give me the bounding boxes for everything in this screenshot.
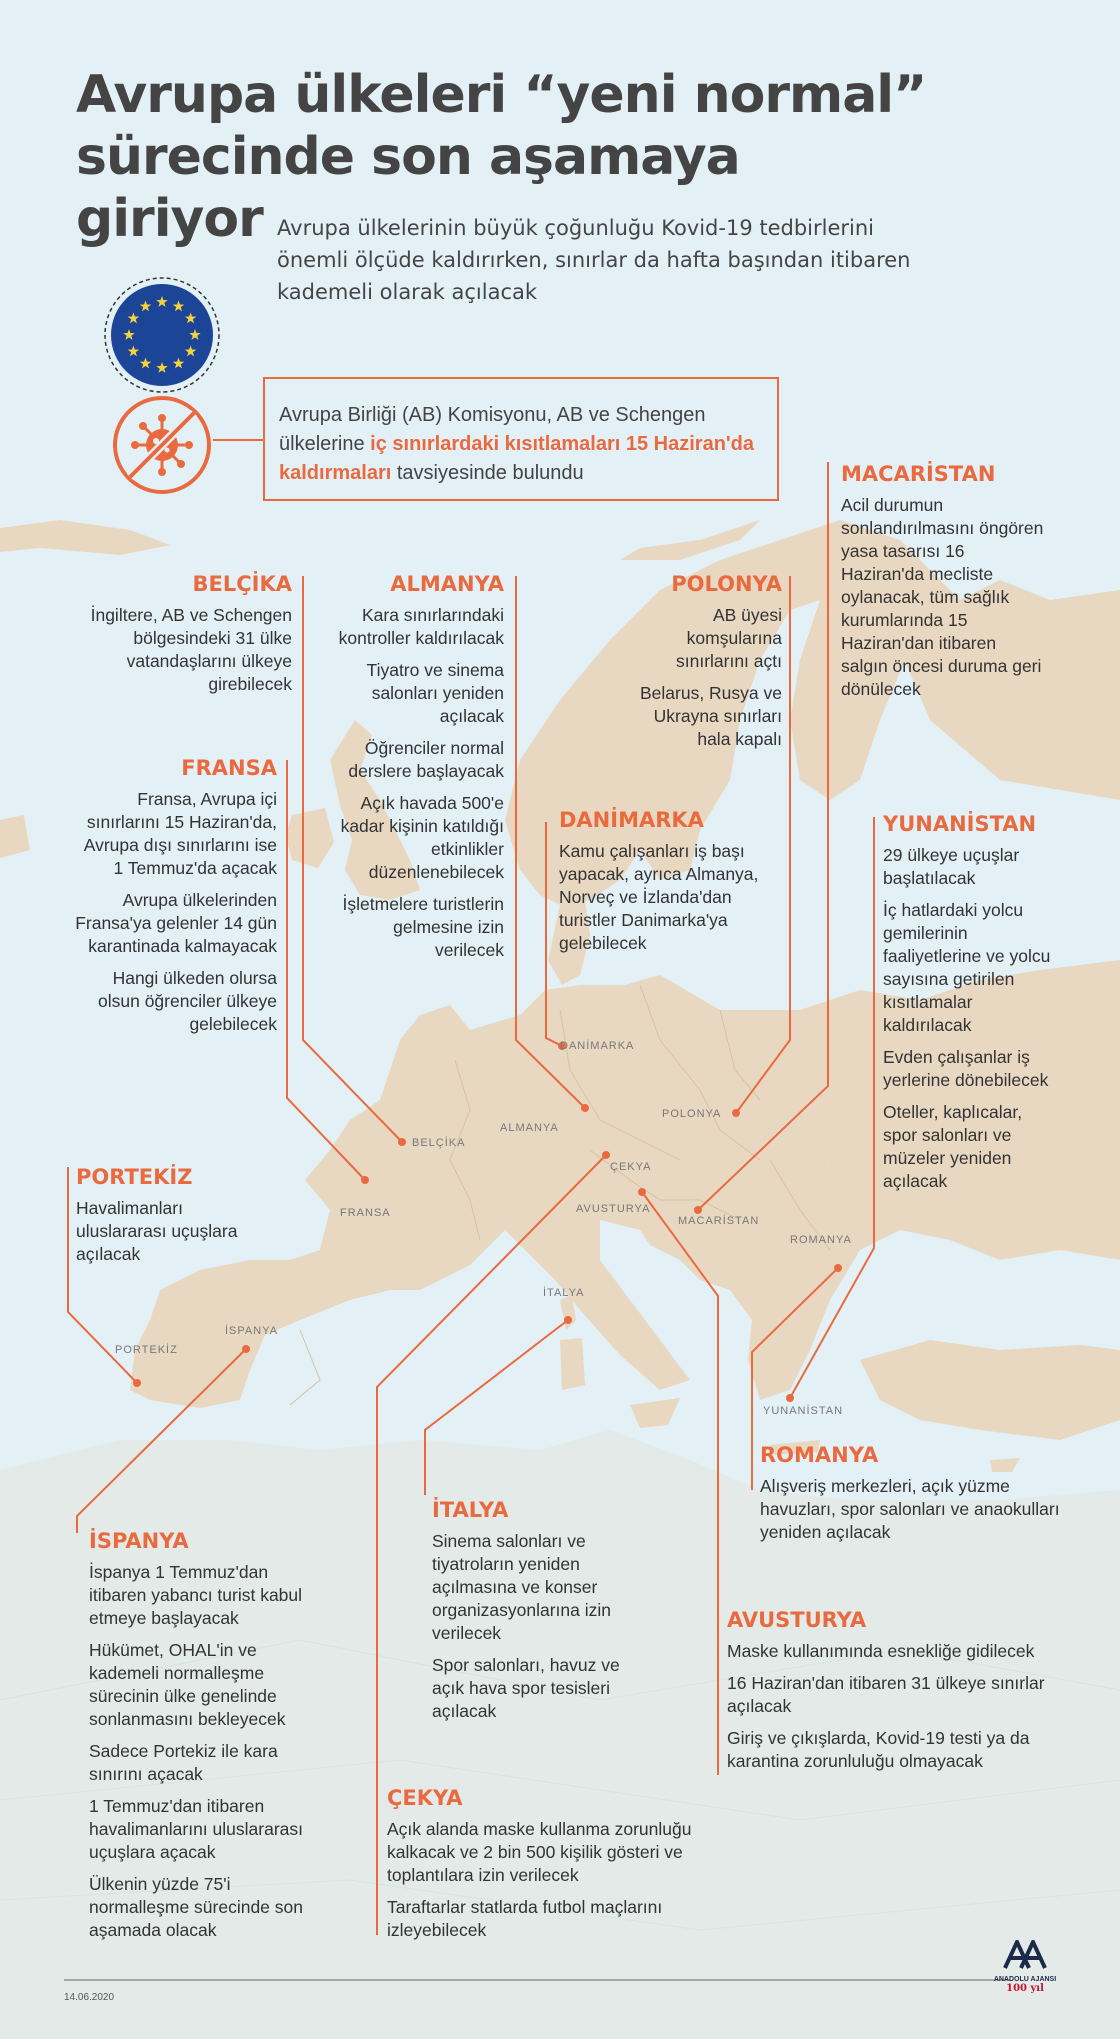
country-name-ispanya: İSPANYA — [89, 1529, 189, 1553]
note: Taraftarlar statlarda futbol maçlarını izleyebilecek — [387, 1897, 663, 1940]
note: Acil durumun sonlandırılmasını öngören yasa tasarısı 16 Haziran'da mecliste oylanacak, tüm sağlık kurumlarında 15 Haziran'dan itibaren salgın öncesi duruma geri dönülecek — [841, 495, 1044, 699]
note: Öğrenciler normal derslere başlayacak — [348, 738, 504, 781]
note: İşletmelere turistlerin gelmesine izin verilecek — [342, 894, 504, 960]
line-ispanya — [77, 1349, 246, 1533]
line-yunanistan — [790, 817, 874, 1398]
map-label-danimarka: DANİMARKA — [560, 1040, 635, 1052]
no-virus-icon — [110, 393, 214, 497]
country-name-danimarka: DANİMARKA — [559, 808, 704, 832]
note: Giriş ve çıkışlarda, Kovid-19 testi ya da karantina zorunluluğu olmayacak — [727, 1728, 1030, 1771]
note: AB üyesi komşularına sınırlarını açtı — [675, 605, 782, 671]
map-label-cekya: ÇEKYA — [610, 1161, 652, 1173]
agency-name: ANADOLU AJANSI — [993, 1976, 1057, 1983]
pin-portekiz — [133, 1379, 141, 1387]
country-block-cekya — [387, 1786, 717, 1951]
title-line-2: sürecinde son aşamaya — [76, 127, 740, 187]
note: Kamu çalışanları iş başı yapacak, ayrıca Almanya, Norveç ve İzlanda'dan turistler Danimarka'ya gelebilecek — [559, 841, 759, 953]
publish-date: 14.06.2020 — [64, 1992, 115, 2003]
map-label-almanya: ALMANYA — [500, 1122, 559, 1134]
country-name-cekya: ÇEKYA — [387, 1786, 463, 1810]
country-block-almanya — [322, 572, 504, 971]
country-block-ispanya — [89, 1529, 329, 1951]
line-avusturya — [642, 1192, 718, 1775]
country-notes-almanya — [322, 604, 504, 962]
note: 29 ülkeye uçuşlar başlatılacak — [883, 845, 1020, 888]
country-name-italya: İTALYA — [432, 1498, 509, 1522]
recommendation-box — [263, 377, 779, 501]
anadolu-ajansi-logo — [990, 1940, 1060, 1994]
pin-italya — [564, 1316, 572, 1324]
note: İspanya 1 Temmuz'dan itibaren yabancı turist kabul etmeye başlayacak — [89, 1562, 303, 1628]
country-block-macaristan — [841, 462, 1046, 710]
note: 16 Haziran'dan itibaren 31 ülkeye sınırlar açılacak — [727, 1673, 1045, 1716]
country-notes-portekiz — [76, 1197, 276, 1266]
note: Maske kullanımında esnekliğe gidilecek — [727, 1641, 1035, 1661]
note: Sadece Portekiz ile kara sınırını açacak — [89, 1741, 278, 1784]
map-label-belcika: BELÇİKA — [412, 1137, 466, 1149]
note: Açık havada 500'e kadar kişinin katıldığı etkinlikler düzenlenebilecek — [340, 793, 504, 882]
country-notes-yunanistan — [883, 844, 1053, 1193]
pin-yunanistan — [786, 1394, 794, 1402]
title-line-3: giriyor — [76, 189, 263, 249]
country-notes-macaristan — [841, 494, 1046, 701]
note: Havalimanları uluslararası uçuşlara açılacak — [76, 1198, 238, 1264]
country-name-polonya: POLONYA — [671, 572, 782, 596]
country-notes-italya — [432, 1530, 642, 1723]
map-label-macaristan: MACARİSTAN — [678, 1215, 760, 1227]
pin-avusturya — [638, 1188, 646, 1196]
map-label-italya: İTALYA — [543, 1287, 585, 1299]
pin-fransa — [361, 1176, 369, 1184]
country-name-almanya: ALMANYA — [390, 572, 504, 596]
recommendation-text-end: tavsiyesinde bulundu — [391, 462, 584, 484]
pin-ispanya — [242, 1345, 250, 1353]
map-label-avusturya: AVUSTURYA — [576, 1203, 651, 1215]
pin-almanya — [581, 1104, 589, 1112]
note: Fransa, Avrupa içi sınırlarını 15 Haziran'da, Avrupa dışı sınırlarını ise 1 Temmuz'da açacak — [83, 789, 277, 878]
map-label-polonya: POLONYA — [662, 1108, 722, 1120]
country-name-yunanistan: YUNANİSTAN — [883, 812, 1037, 836]
pin-cekya — [602, 1151, 610, 1159]
note: Hangi ülkeden olursa olsun öğrenciler ülkeye gelebilecek — [98, 968, 277, 1034]
country-block-danimarka — [559, 808, 764, 964]
country-block-belcika — [60, 572, 292, 705]
map-label-romanya: ROMANYA — [790, 1234, 852, 1246]
pin-polonya — [732, 1109, 740, 1117]
pin-macaristan — [694, 1206, 702, 1214]
aa-logo-icon — [1003, 1940, 1047, 1970]
country-notes-cekya — [387, 1818, 717, 1942]
note: Belarus, Rusya ve Ukrayna sınırları hala kapalı — [639, 683, 782, 749]
country-notes-romanya — [760, 1475, 1060, 1544]
map-label-ispanya: İSPANYA — [225, 1325, 279, 1337]
note: İngiltere, AB ve Schengen bölgesindeki 31 ülke vatandaşlarını ülkeye girebilecek — [90, 605, 292, 694]
note: İç hatlardaki yolcu gemilerinin faaliyetlerine ve yolcu sayısına getirilen kısıtlamalar kaldırılacak — [883, 900, 1051, 1035]
title-line-1: Avrupa ülkeleri “yeni normal” — [76, 65, 927, 125]
map-label-yunanistan: YUNANİSTAN — [763, 1405, 844, 1417]
recommendation-highlight: iç sınırlardaki kısıtlamaları 15 Haziran'da kaldırmaları — [279, 433, 755, 484]
pin-belcika — [398, 1138, 406, 1146]
country-block-fransa — [70, 756, 277, 1045]
country-notes-polonya — [620, 604, 782, 751]
recommendation-text: Avrupa Birliği (AB) Komisyonu, AB ve Schengen ülkelerine — [279, 404, 706, 455]
country-name-fransa: FRANSA — [181, 756, 277, 780]
note: Açık alanda maske kullanma zorunluğu kalkacak ve 2 bin 500 kişilik gösteri ve toplantılara izin verilecek — [387, 1819, 692, 1885]
country-notes-avusturya — [727, 1640, 1067, 1773]
country-block-polonya — [620, 572, 782, 760]
line-italya — [425, 1320, 568, 1495]
note: Sinema salonları ve tiyatroların yeniden açılmasına ve konser organizasyonlarına izin verilecek — [432, 1531, 611, 1643]
note: Hükümet, OHAL'in ve kademeli normalleşme sürecinin ülke genelinde sonlanmasını bekleyecek — [89, 1640, 286, 1729]
country-name-belcika: BELÇİKA — [192, 572, 292, 596]
note: 1 Temmuz'dan itibaren havalimanlarını uluslararası uçuşlara açacak — [89, 1796, 303, 1862]
note: Kara sınırlarındaki kontroller kaldırılacak — [338, 605, 504, 648]
map-label-fransa: FRANSA — [340, 1207, 391, 1219]
note: Spor salonları, havuz ve açık hava spor tesisleri açılacak — [432, 1655, 620, 1721]
country-block-yunanistan — [883, 812, 1053, 1202]
eu-flag-icon — [103, 276, 221, 394]
note: Tiyatro ve sinema salonları yeniden açılacak — [366, 660, 504, 726]
map-label-portekiz: PORTEKİZ — [115, 1344, 178, 1356]
country-name-romanya: ROMANYA — [760, 1443, 879, 1467]
note: Evden çalışanlar iş yerlerine dönebilecek — [883, 1047, 1049, 1090]
subtitle: Avrupa ülkelerinin büyük çoğunluğu Kovid-19 tedbirlerini önemli ölçüde kaldırırken, sınırlar da hafta başından itibaren kademeli olarak açılacak — [277, 216, 911, 304]
country-block-portekiz — [76, 1165, 276, 1275]
country-block-avusturya — [727, 1608, 1067, 1782]
country-block-italya — [432, 1498, 642, 1732]
pin-romanya — [834, 1264, 842, 1272]
note: Alışveriş merkezleri, açık yüzme havuzları, spor salonları ve anaokulları yeniden açılacak — [760, 1476, 1060, 1542]
country-notes-ispanya — [89, 1561, 329, 1942]
country-notes-fransa — [70, 788, 277, 1036]
note: Ülkenin yüzde 75'i normalleşme sürecinde son aşamada olacak — [89, 1874, 303, 1940]
country-notes-danimarka — [559, 840, 764, 955]
country-block-romanya — [760, 1443, 1060, 1553]
country-name-portekiz: PORTEKİZ — [76, 1165, 193, 1189]
anniversary-mark: 100 yıl — [1006, 1983, 1044, 1994]
country-name-macaristan: MACARİSTAN — [841, 462, 996, 486]
note: Avrupa ülkelerinden Fransa'ya gelenler 14 gün karantinada kalmayacak — [75, 890, 277, 956]
note: Oteller, kaplıcalar, spor salonları ve müzeler yeniden açılacak — [883, 1102, 1023, 1191]
country-notes-belcika — [60, 604, 292, 696]
country-name-avusturya: AVUSTURYA — [727, 1608, 867, 1632]
